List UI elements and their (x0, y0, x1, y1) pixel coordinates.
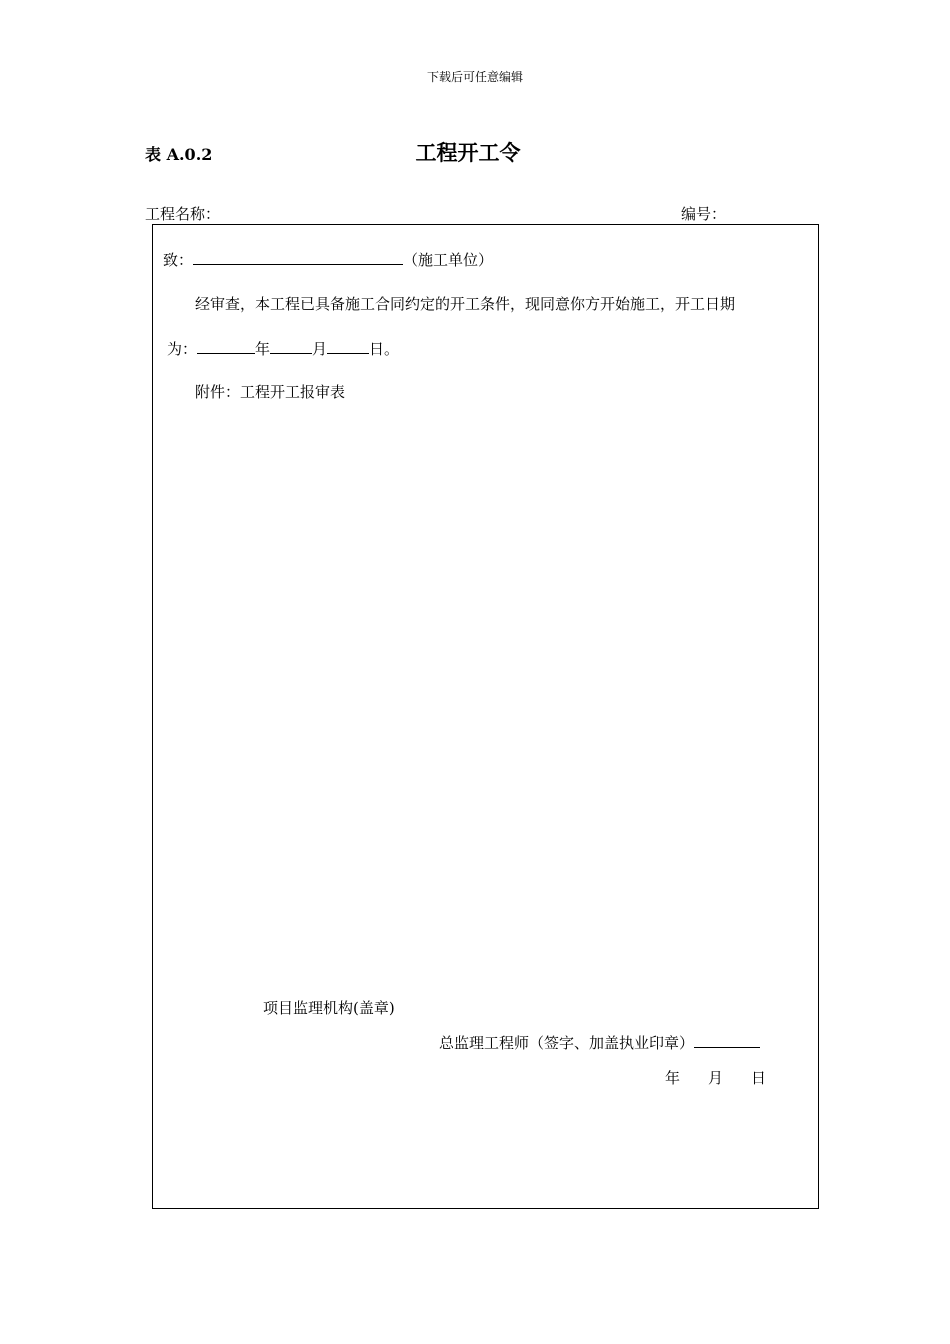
recipient-field[interactable] (193, 249, 403, 265)
attachment-line: 附件：工程开工报审表 (195, 383, 346, 401)
day-field[interactable] (327, 338, 369, 354)
sign-date-line (665, 1067, 766, 1088)
to-label: 致： (163, 251, 194, 269)
sign-year-label: 年 (665, 1069, 681, 1087)
year-field[interactable] (197, 338, 255, 354)
chief-sign-field[interactable] (694, 1032, 760, 1048)
sign-month-label: 月 (708, 1069, 724, 1087)
start-date-line (167, 338, 399, 359)
day-label: 日。 (369, 340, 400, 358)
form-box (152, 224, 819, 1209)
org-stamp-label: 项目监理机构(盖章) (263, 999, 395, 1017)
month-field[interactable] (270, 338, 312, 354)
body-line-1: 经审查，本工程已具备施工合同约定的开工条件，现同意你方开始施工，开工日期 (195, 295, 736, 313)
chief-sign-label: 总监理工程师（签字、加盖执业印章） (439, 1034, 695, 1052)
year-label: 年 (255, 340, 271, 358)
project-name-label: 工程名称： (145, 205, 221, 223)
sign-day-label: 日 (751, 1069, 767, 1087)
table-code: 表 A.0.2 (145, 145, 213, 164)
serial-number-label: 编号： (681, 205, 727, 223)
chief-sign-line (439, 1032, 760, 1053)
header-note: 下载后可任意编辑 (426, 70, 523, 84)
date-prefix: 为： (167, 340, 198, 358)
recipient-suffix: （施工单位） (403, 251, 494, 269)
month-label: 月 (312, 340, 328, 358)
page-title: 工程开工令 (415, 141, 521, 165)
recipient-line (163, 249, 493, 270)
